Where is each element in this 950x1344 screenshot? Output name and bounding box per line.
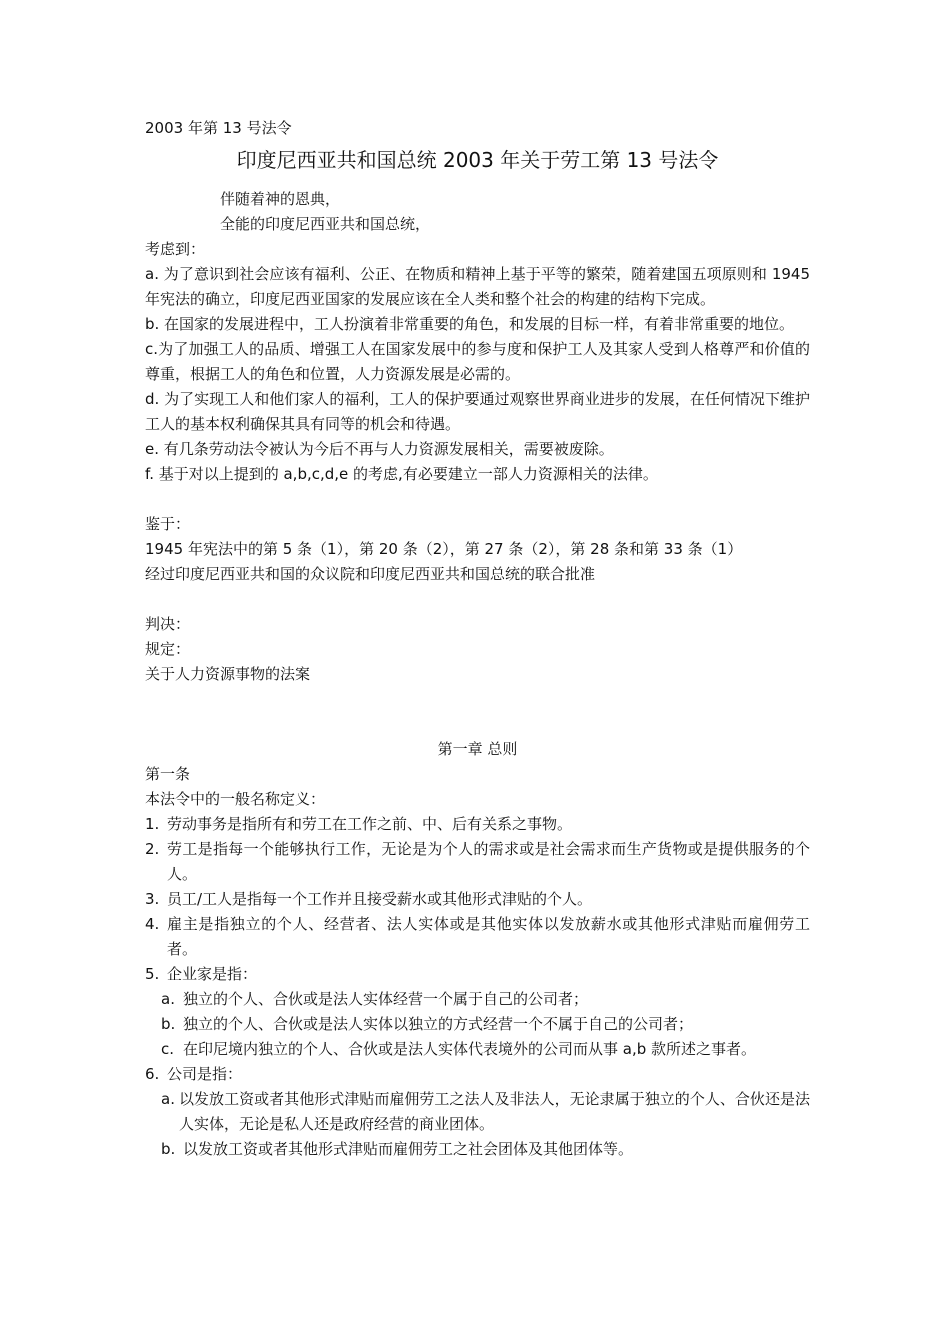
in-view-of-heading: 鉴于：: [145, 515, 191, 533]
considering-item-e: e. 有几条劳动法令被认为今后不再与人力资源发展相关，需要被废除。: [145, 440, 614, 458]
sub-item-text: 在印尼境内独立的个人、合伙或是法人实体代表境外的公司而从事 a,b 款所述之事者。: [183, 1040, 757, 1058]
definition-item: [145, 1062, 810, 1087]
item-text: 公司是指：: [167, 1065, 243, 1083]
sub-item-text: 独立的个人、合伙或是法人实体以独立的方式经营一个不属于自己的公司者；: [183, 1015, 694, 1033]
sub-item-letter: b.: [161, 1015, 176, 1033]
item-text: 员工/工人是指每一个工作并且接受薪水或其他形式津贴的个人。: [167, 890, 593, 908]
sub-item-letter: a.: [161, 990, 175, 1008]
document-title: 印度尼西亚共和国总统 2003 年关于劳工第 13 号法令: [236, 148, 719, 172]
stipulate-heading: 规定：: [145, 640, 191, 658]
definition-item: [145, 887, 810, 912]
item-text: 雇主是指独立的个人、经营者、法人实体或是其他实体以发放薪水或其他形式津贴而雇佣劳工者。: [167, 915, 810, 958]
considering-heading: 考虑到：: [145, 240, 206, 258]
item-number: 5.: [145, 965, 160, 983]
sub-item-letter: c.: [161, 1040, 175, 1058]
item-number: 1.: [145, 815, 160, 833]
item-number: 3.: [145, 890, 160, 908]
definition-sub-item: [145, 1012, 810, 1037]
item-number: 2.: [145, 840, 160, 858]
item-text: 劳工是指每一个能够执行工作，无论是为个人的需求或是社会需求而生产货物或是提供服务的个人。: [167, 840, 810, 883]
definitions-intro: 本法令中的一般名称定义：: [145, 790, 326, 808]
definition-sub-item: [145, 1087, 810, 1137]
document-page: [145, 116, 810, 1162]
decision-heading: 判决：: [145, 615, 191, 633]
sub-item-text: 以发放工资或者其他形式津贴而雇佣劳工之法人及非法人，无论隶属于独立的个人、合伙还是法人实体，无论是私人还是政府经营的商业团体。: [179, 1090, 810, 1133]
item-text: 企业家是指：: [167, 965, 258, 983]
sub-item-text: 以发放工资或者其他形式津贴而雇佣劳工之社会团体及其他团体等。: [183, 1140, 634, 1158]
sub-item-text: 独立的个人、合伙或是法人实体经营一个属于自己的公司者；: [183, 990, 589, 1008]
definition-item: [145, 962, 810, 987]
item-number: 4.: [145, 915, 160, 933]
spacer: [145, 487, 810, 512]
article-heading: 第一条: [145, 765, 191, 783]
preamble-line-1: 伴随着神的恩典，: [220, 190, 341, 208]
considering-item-b: b. 在国家的发展进程中，工人扮演着非常重要的角色，和发展的目标一样，有着非常重要的地位。: [145, 315, 795, 333]
sub-item-letter: a.: [161, 1090, 175, 1108]
definition-item: [145, 912, 810, 962]
spacer: [145, 587, 810, 612]
in-view-of-line-1: 1945 年宪法中的第 5 条（1），第 20 条（2），第 27 条（2），第 28 条和第 33 条（1）: [145, 540, 743, 558]
considering-item-c: c.为了加强工人的品质、增强工人在国家发展中的参与度和保护工人及其家人受到人格尊严和价值的尊重，根据工人的角色和位置，人力资源发展是必需的。: [145, 340, 810, 383]
definition-sub-item: [145, 987, 810, 1012]
considering-item-d: d. 为了实现工人和他们家人的福利，工人的保护要通过观察世界商业进步的发展，在任何情况下维护工人的基本权利确保其具有同等的机会和待遇。: [145, 390, 810, 433]
definition-sub-item: [145, 1137, 810, 1162]
preamble-line-2: 全能的印度尼西亚共和国总统，: [220, 215, 431, 233]
definition-item: [145, 812, 810, 837]
sub-item-letter: b.: [161, 1140, 176, 1158]
chapter-title: 第一章 总则: [437, 740, 518, 758]
item-text: 劳动事务是指所有和劳工在工作之前、中、后有关系之事物。: [167, 815, 573, 833]
considering-item-f: f. 基于对以上提到的 a,b,c,d,e 的考虑,有必要建立一部人力资源相关的法律。: [145, 465, 658, 483]
definition-item: [145, 837, 810, 887]
item-number: 6.: [145, 1065, 160, 1083]
law-name: 关于人力资源事物的法案: [145, 665, 311, 683]
document-number-label: 2003 年第 13 号法令: [145, 119, 292, 137]
definition-sub-item: [145, 1037, 810, 1062]
considering-item-a: a. 为了意识到社会应该有福利、公正、在物质和精神上基于平等的繁荣，随着建国五项原则和 1945 年宪法的确立，印度尼西亚国家的发展应该在全人类和整个社会的构建的结构下完成。: [145, 265, 810, 308]
in-view-of-line-2: 经过印度尼西亚共和国的众议院和印度尼西亚共和国总统的联合批准: [145, 565, 596, 583]
spacer: [145, 687, 810, 737]
